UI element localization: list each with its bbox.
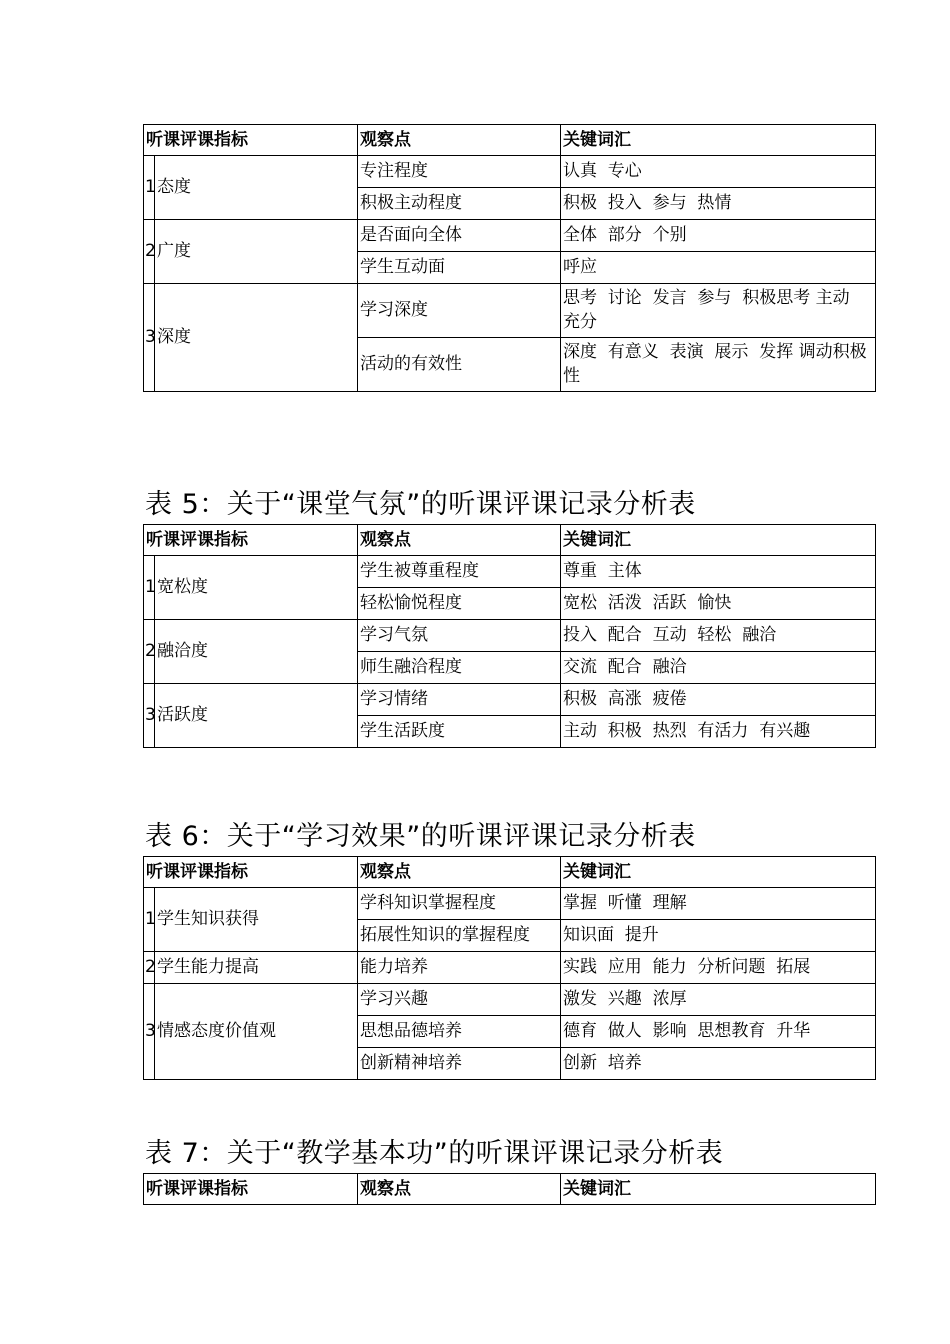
header-indicator: 听课评课指标 — [144, 525, 358, 556]
observation-point: 轻松愉悦程度 — [358, 588, 561, 620]
indicator-number: 1 — [144, 556, 155, 620]
observation-point: 创新精神培养 — [358, 1048, 561, 1080]
header-keywords: 关键词汇 — [561, 525, 876, 556]
table-classroom-atmosphere — [143, 524, 876, 748]
header-point: 观察点 — [358, 1174, 561, 1205]
indicator-name: 深度 — [155, 284, 358, 392]
header-keywords: 关键词汇 — [561, 857, 876, 888]
keywords-cell: 投入 配合 互动 轻松 融洽 — [561, 620, 876, 652]
keywords-cell: 知识面 提升 — [561, 920, 876, 952]
observation-point: 拓展性知识的掌握程度 — [358, 920, 561, 952]
indicator-name: 情感态度价值观 — [155, 984, 358, 1080]
table-6-caption: 表 6：关于“学习效果”的听课评课记录分析表 — [145, 821, 696, 852]
indicator-name: 融洽度 — [155, 620, 358, 684]
keywords-cell: 掌握 听懂 理解 — [561, 888, 876, 920]
table-row — [144, 888, 876, 920]
header-point: 观察点 — [358, 525, 561, 556]
observation-point: 学习气氛 — [358, 620, 561, 652]
observation-point: 积极主动程度 — [358, 188, 561, 220]
observation-point: 思想品德培养 — [358, 1016, 561, 1048]
table-row — [144, 156, 876, 188]
keywords-cell: 宽松 活泼 活跃 愉快 — [561, 588, 876, 620]
header-keywords: 关键词汇 — [561, 1174, 876, 1205]
keywords-cell: 全体 部分 个别 — [561, 220, 876, 252]
observation-point: 学科知识掌握程度 — [358, 888, 561, 920]
observation-point: 学生活跃度 — [358, 716, 561, 748]
keywords-cell: 深度 有意义 表演 展示 发挥 调动积极性 — [561, 338, 876, 392]
header-indicator: 听课评课指标 — [144, 125, 358, 156]
indicator-number: 2 — [144, 220, 155, 284]
observation-point: 学生互动面 — [358, 252, 561, 284]
indicator-number: 1 — [144, 888, 155, 952]
table-row — [144, 620, 876, 652]
keywords-cell: 德育 做人 影响 思想教育 升华 — [561, 1016, 876, 1048]
indicator-name: 学生能力提高 — [155, 952, 358, 984]
observation-point: 能力培养 — [358, 952, 561, 984]
header-keywords: 关键词汇 — [561, 125, 876, 156]
table-teaching-skills — [143, 1173, 876, 1205]
indicator-name: 态度 — [155, 156, 358, 220]
header-point: 观察点 — [358, 857, 561, 888]
keywords-cell: 呼应 — [561, 252, 876, 284]
keywords-cell: 激发 兴趣 浓厚 — [561, 984, 876, 1016]
table-engagement — [143, 124, 876, 392]
table-header-row — [144, 1174, 876, 1205]
observation-point: 活动的有效性 — [358, 338, 561, 392]
keywords-cell: 主动 积极 热烈 有活力 有兴趣 — [561, 716, 876, 748]
indicator-number: 3 — [144, 684, 155, 748]
table-row — [144, 284, 876, 338]
keywords-cell: 积极 高涨 疲倦 — [561, 684, 876, 716]
observation-point: 学生被尊重程度 — [358, 556, 561, 588]
observation-point: 是否面向全体 — [358, 220, 561, 252]
table-5-caption: 表 5：关于“课堂气氛”的听课评课记录分析表 — [145, 489, 696, 520]
observation-point: 学习深度 — [358, 284, 561, 338]
indicator-number: 3 — [144, 284, 155, 392]
observation-point: 学习情绪 — [358, 684, 561, 716]
table-learning-effect — [143, 856, 876, 1080]
indicator-name: 学生知识获得 — [155, 888, 358, 952]
keywords-cell: 认真 专心 — [561, 156, 876, 188]
keywords-cell: 实践 应用 能力 分析问题 拓展 — [561, 952, 876, 984]
indicator-name: 广度 — [155, 220, 358, 284]
observation-point: 学习兴趣 — [358, 984, 561, 1016]
table-header-row — [144, 525, 876, 556]
indicator-number: 2 — [144, 952, 155, 984]
table-7-caption: 表 7：关于“教学基本功”的听课评课记录分析表 — [145, 1138, 724, 1169]
table-row — [144, 952, 876, 984]
keywords-cell: 思考 讨论 发言 参与 积极思考 主动 充分 — [561, 284, 876, 338]
header-indicator: 听课评课指标 — [144, 1174, 358, 1205]
observation-point: 师生融洽程度 — [358, 652, 561, 684]
table-row — [144, 684, 876, 716]
keywords-cell: 创新 培养 — [561, 1048, 876, 1080]
keywords-cell: 尊重 主体 — [561, 556, 876, 588]
table-row — [144, 556, 876, 588]
header-indicator: 听课评课指标 — [144, 857, 358, 888]
indicator-number: 1 — [144, 156, 155, 220]
indicator-number: 3 — [144, 984, 155, 1080]
indicator-name: 宽松度 — [155, 556, 358, 620]
keywords-cell: 积极 投入 参与 热情 — [561, 188, 876, 220]
keywords-cell: 交流 配合 融洽 — [561, 652, 876, 684]
indicator-name: 活跃度 — [155, 684, 358, 748]
table-header-row — [144, 125, 876, 156]
table-row — [144, 984, 876, 1016]
table-header-row — [144, 857, 876, 888]
header-point: 观察点 — [358, 125, 561, 156]
observation-point: 专注程度 — [358, 156, 561, 188]
indicator-number: 2 — [144, 620, 155, 684]
table-row — [144, 220, 876, 252]
